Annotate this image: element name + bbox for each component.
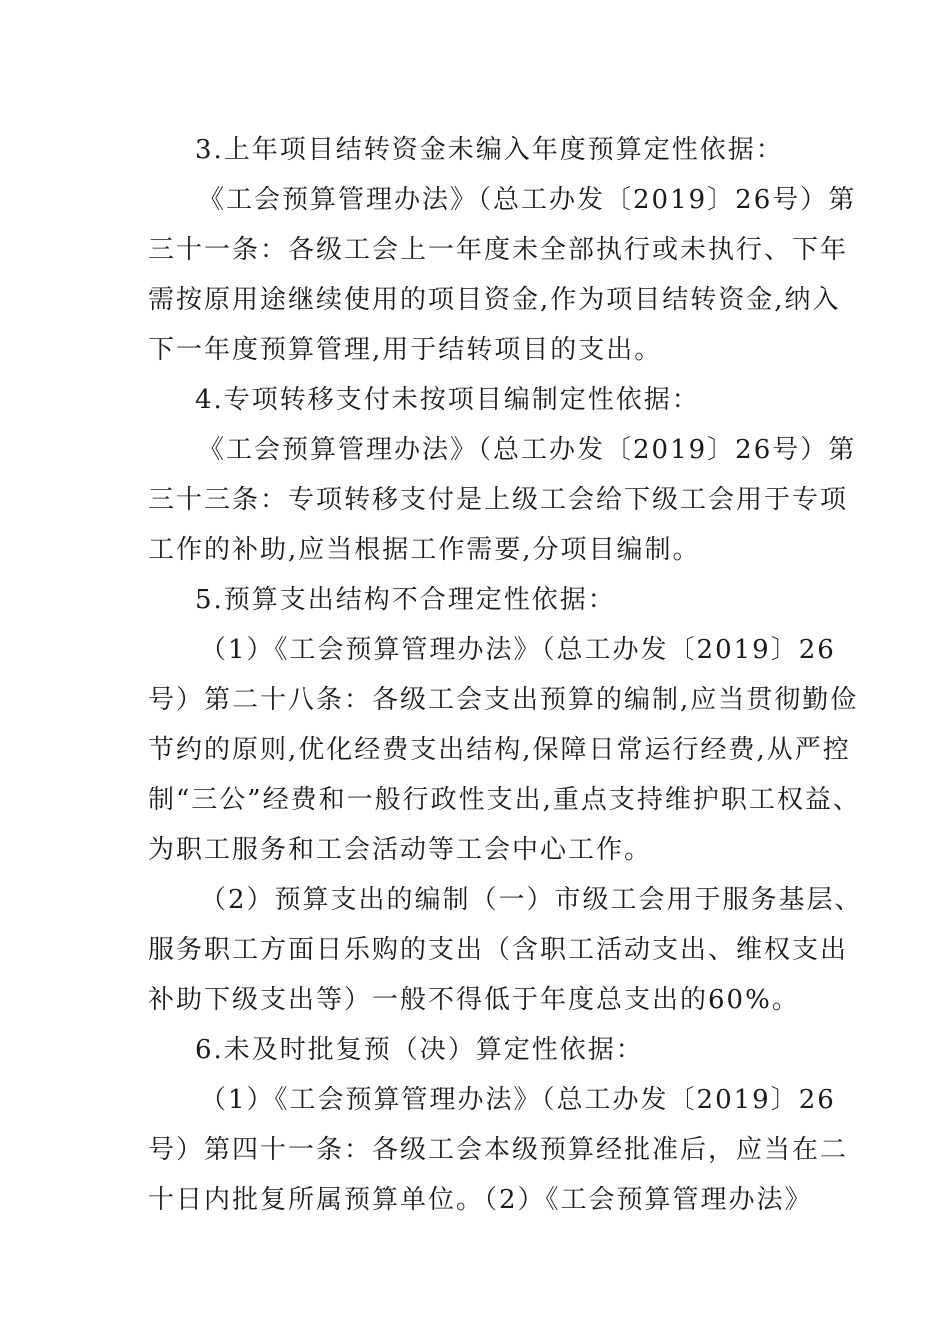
paragraph-line: 《工会预算管理办法》（总工办发〔2019〕26号）第 bbox=[198, 185, 857, 215]
heading-item-6: 6.未及时批复预（决）算定性依据： bbox=[195, 1035, 644, 1065]
paragraph-line: 三十三条：专项转移支付是上级工会给下级工会用于专项 bbox=[148, 485, 849, 515]
paragraph-line: （1）《工会预算管理办法》（总工办发〔2019〕26 bbox=[200, 635, 836, 665]
paragraph-line: 为职工服务和工会活动等工会中心工作。 bbox=[148, 835, 653, 865]
paragraph-line: 补助下级支出等）一般不得低于年度总支出的60%。 bbox=[148, 985, 800, 1015]
paragraph-line: （2）预算支出的编制（一）市级工会用于服务基层、 bbox=[200, 885, 863, 915]
paragraph-line: 三十一条：各级工会上一年度未全部执行或未执行、下年 bbox=[148, 235, 849, 265]
heading-item-3: 3.上年项目结转资金未编入年度预算定性依据： bbox=[195, 135, 784, 165]
paragraph-line: 需按原用途继续使用的项目资金,作为项目结转资金,纳入 bbox=[148, 285, 841, 315]
paragraph-line: 节约的原则,优化经费支出结构,保障日常运行经费,从严控 bbox=[148, 735, 851, 765]
heading-item-4: 4.专项转移支付未按项目编制定性依据： bbox=[195, 385, 700, 415]
paragraph-line: 服务职工方面日乐购的支出（含职工活动支出、维权支出 bbox=[148, 935, 849, 965]
paragraph-line: 《工会预算管理办法》（总工办发〔2019〕26号）第 bbox=[198, 435, 857, 465]
paragraph-line: 号）第二十八条：各级工会支出预算的编制,应当贯彻勤俭 bbox=[148, 685, 859, 715]
heading-item-5: 5.预算支出结构不合理定性依据： bbox=[195, 585, 616, 615]
paragraph-line: （1）《工会预算管理办法》（总工办发〔2019〕26 bbox=[200, 1085, 836, 1115]
paragraph-line: 制“三公”经费和一般行政性支出,重点支持维护职工权益、 bbox=[148, 785, 861, 815]
paragraph-line: 工作的补助,应当根据工作需要,分项目编制。 bbox=[148, 535, 701, 565]
paragraph-line: 下一年度预算管理,用于结转项目的支出。 bbox=[148, 335, 663, 365]
paragraph-line: 号）第四十一条：各级工会本级预算经批准后，应当在二 bbox=[148, 1135, 849, 1165]
paragraph-line: 十日内批复所属预算单位。（2）《工会预算管理办法》 bbox=[148, 1185, 813, 1215]
